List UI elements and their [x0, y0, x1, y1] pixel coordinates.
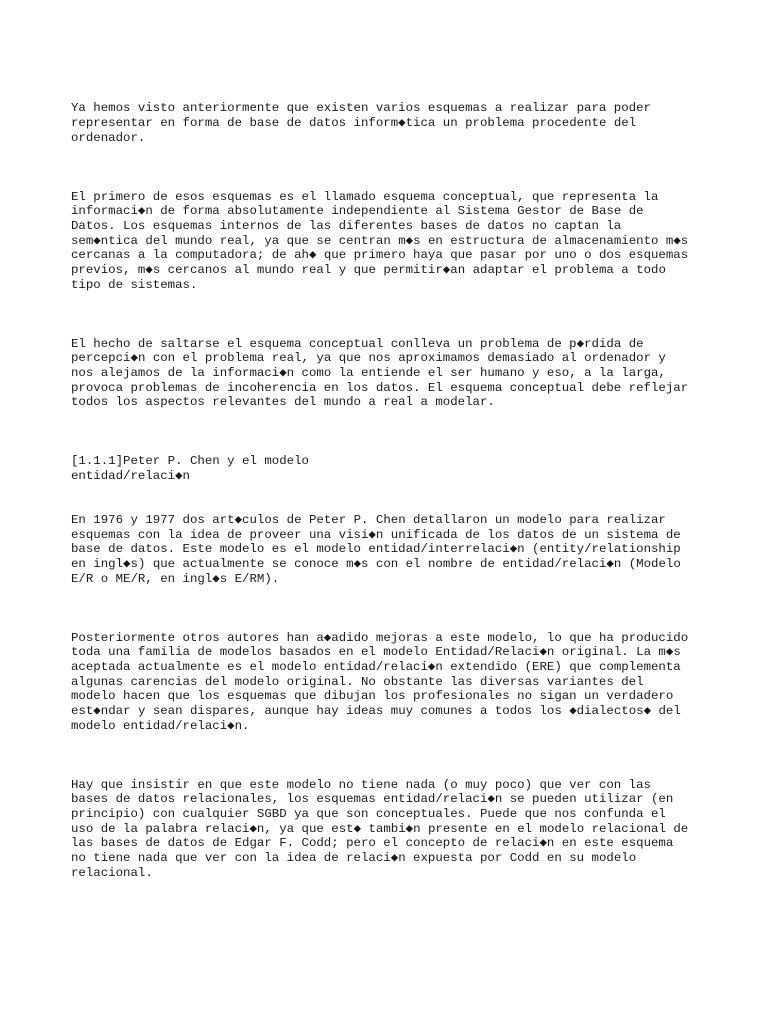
document-body — [71, 72, 711, 910]
paragraph-conceptual-schema: El primero de esos esquemas es el llamado esquema conceptual, que representa la informaci◆n de forma absolutamente independiente al Sistema Gestor de Base de Datos. Los esquemas internos de las diferentes bases de datos no captan la sem◆ntica del mundo real, ya que se centran m◆s en estructura de almacenamiento m◆s cercanas a la computadora; de ah◆ que primero haya que pasar por uno o dos esquemas previos, m◆s cercanos al mundo real y que permitir◆an adaptar el problema a todo tipo de sistemas. — [71, 189, 689, 292]
paragraph-intro: Ya hemos visto anteriormente que existen varios esquemas a realizar para poder representar en forma de base de datos inform◆tica un problema procedente del ordenador. — [71, 101, 651, 145]
paragraph-relational-note: Hay que insistir en que este modelo no tiene nada (o muy poco) que ver con las bases de datos relacionales, los esquemas entidad/relaci◆n se pueden utilizar (en principio) con cualquier SGBD ya que son conceptuales. Puede que nos confunda el uso de la palabra relaci◆n, ya que est◆ tambi◆n presente en el modelo relacional de las bases de datos de Edgar F. Codd; pero el concepto de relaci◆n en este esquema no tiene nada que ver con la idea de relaci◆n expuesta por Codd en su modelo relacional. — [71, 777, 689, 880]
paragraph-extended-model: Posteriormente otros autores han a◆adido mejoras a este modelo, lo que ha producido toda una familia de modelos basados en el modelo Entidad/Relaci◆n original. La m◆s aceptada actualmente es el modelo entidad/relaci◆n extendido (ERE) que complementa algunas carencias del modelo original. No obstante las diversas variantes del modelo hacen que los esquemas que dibujan los profesionales no sigan un verdadero est◆ndar y sean dispares, aunque hay ideas muy comunes a todos los ◆dialectos◆ del modelo entidad/relaci◆n. — [71, 630, 689, 733]
paragraph-chen-model: En 1976 y 1977 dos art◆culos de Peter P. Chen detallaron un modelo para realizar esquemas con la idea de proveer una visi◆n unificada de los datos de un sistema de base de datos. Este modelo es el modelo entidad/interrelaci◆n (entity/relationship en ingl◆s) que actualmente se conoce m◆s con el nombre de entidad/relaci◆n (Modelo E/R o ME/R, en ingl◆s E/RM). — [71, 513, 681, 586]
paragraph-skipping-schema: El hecho de saltarse el esquema conceptual conlleva un problema de p◆rdida de percepci◆n con el problema real, ya que nos aproximamos demasiado al ordenador y nos alejamos de la informaci◆n como la entiende el ser humano y eso, a la larga, provoca problemas de incoherencia en los datos. El esquema conceptual debe reflejar todos los aspectos relevantes del mundo a real a modelar. — [71, 336, 689, 410]
section-heading: [1.1.1]Peter P. Chen y el modelo entidad/relaci◆n — [71, 454, 309, 483]
